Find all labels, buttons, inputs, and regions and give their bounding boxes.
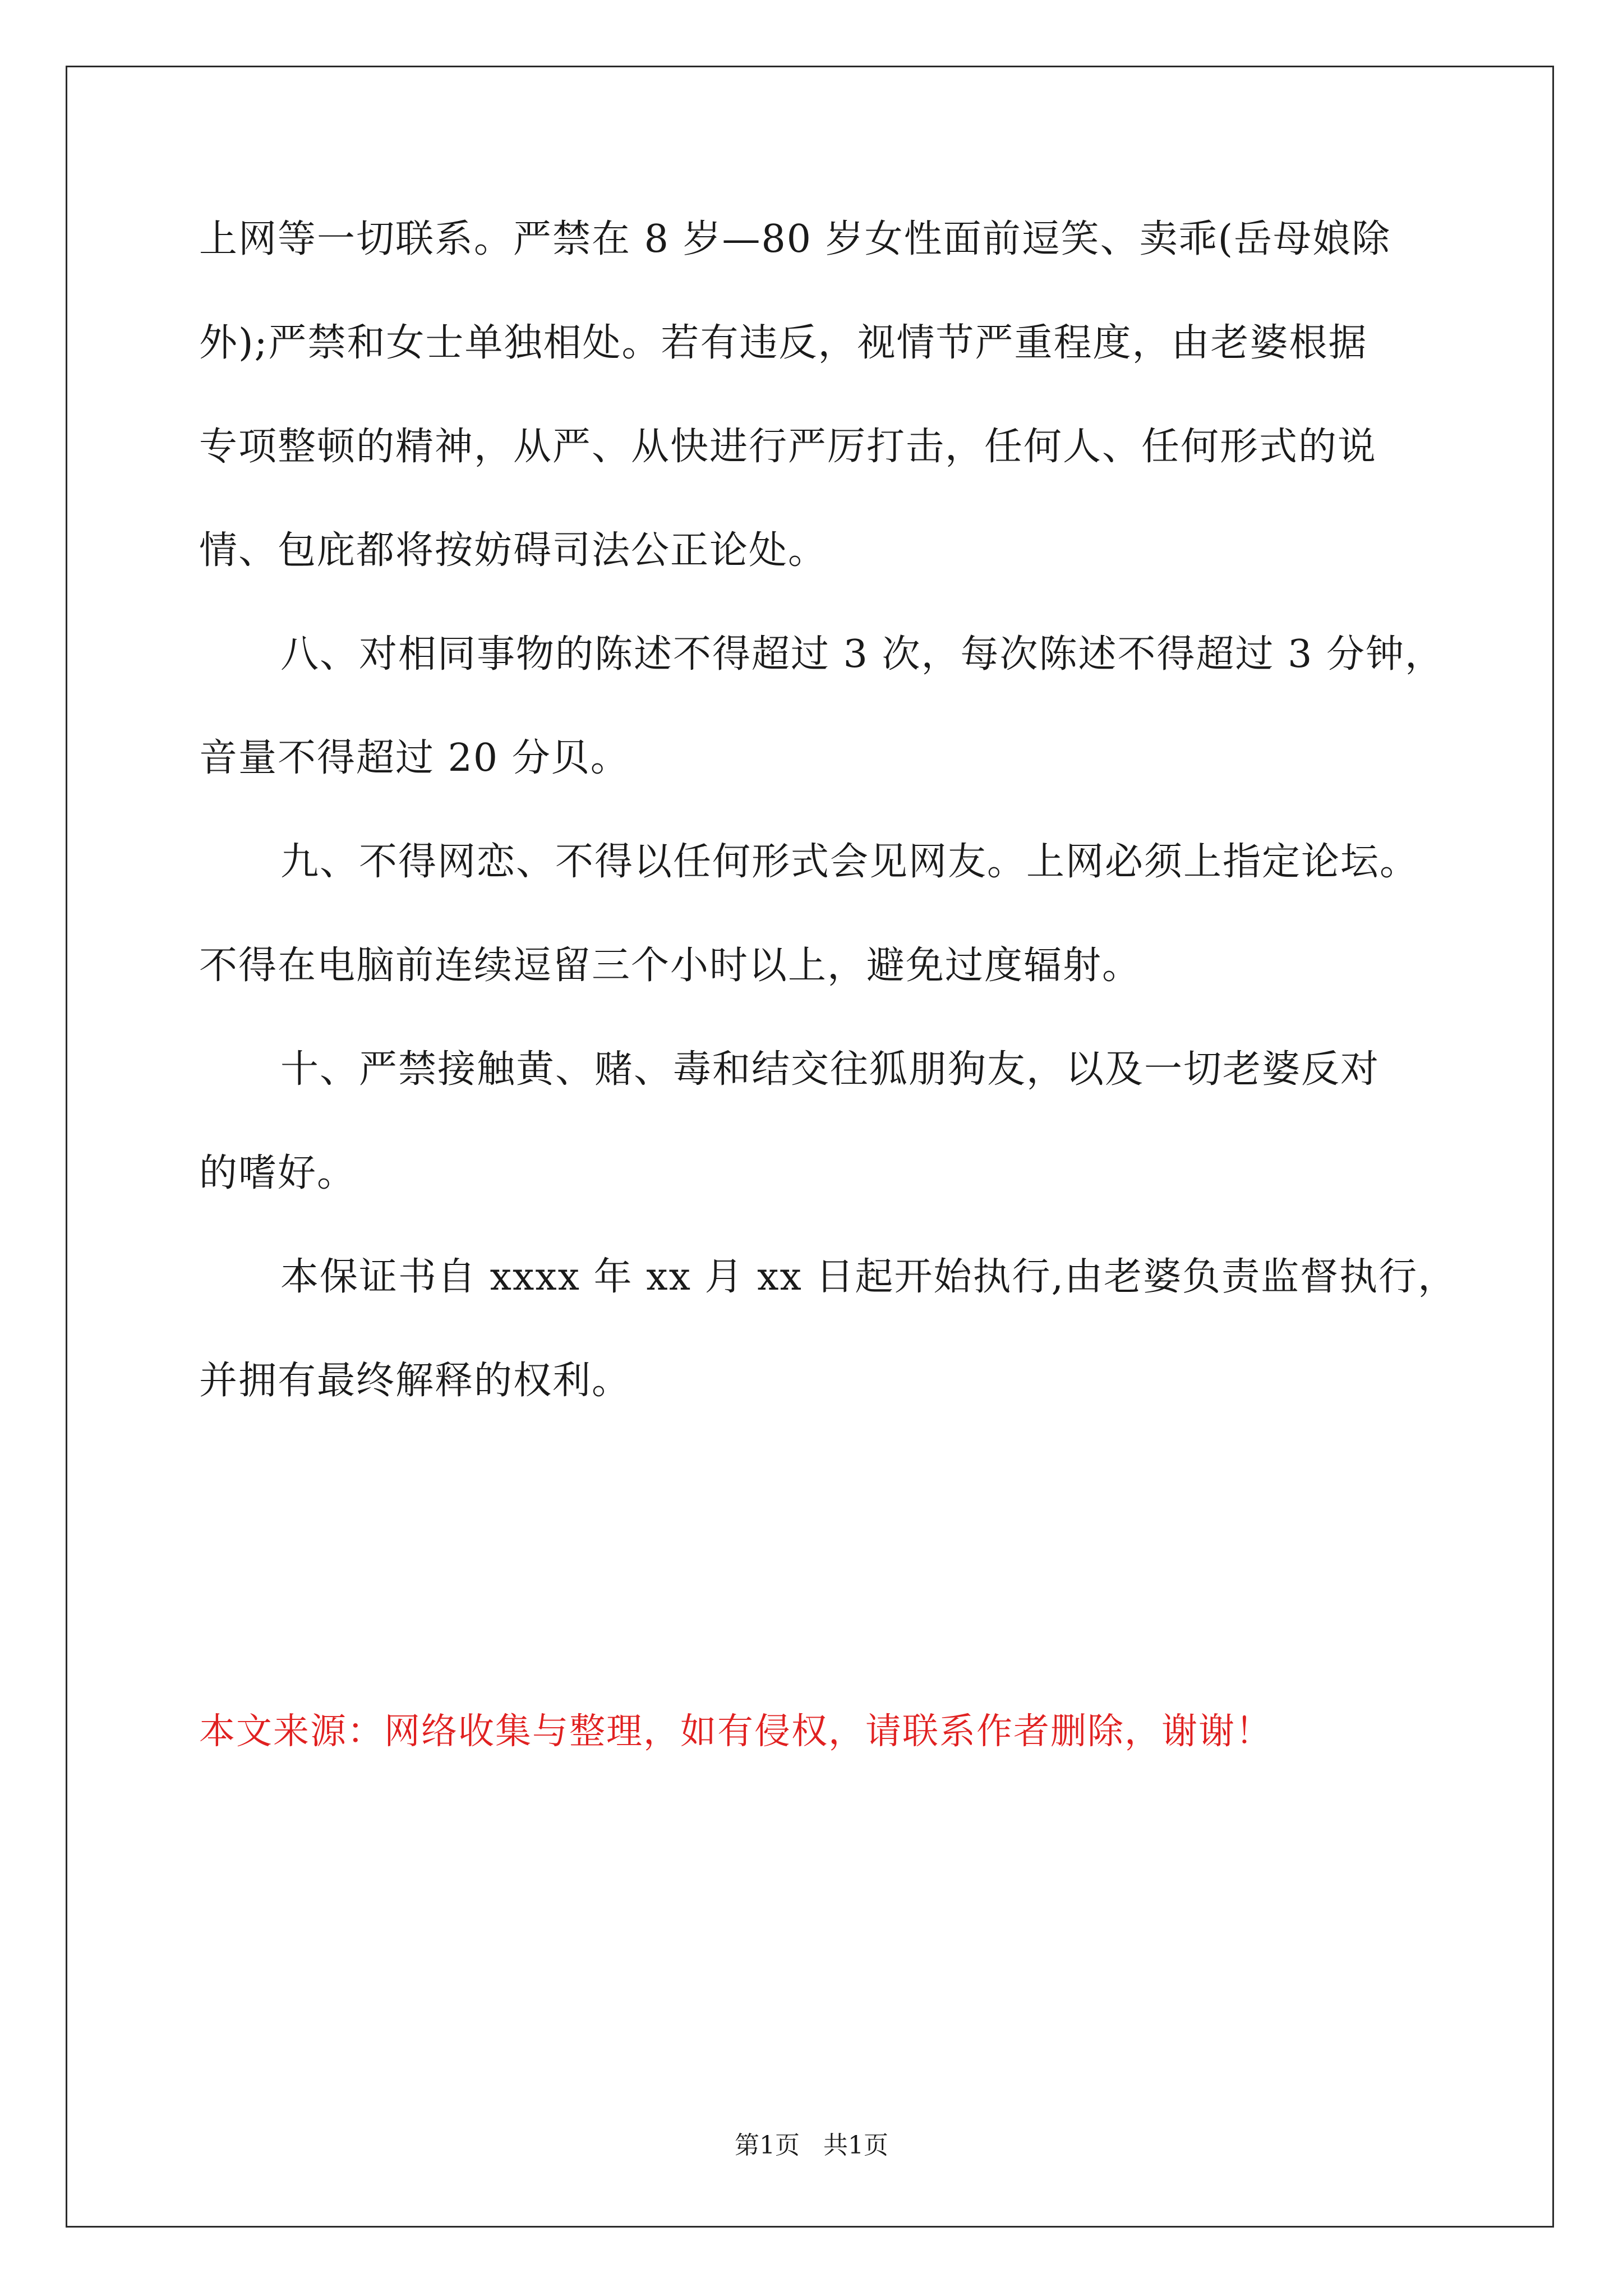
paragraph-start-line: 十、严禁接触黄、赌、毒和结交往狐朋狗友，以及一切老婆反对 bbox=[280, 1047, 1380, 1092]
paragraph-start-line: 本保证书自 xxxx 年 xx 月 xx 日起开始执行,由老婆负责监督执行， bbox=[280, 1255, 1458, 1299]
text-line: 外);严禁和女士单独相处。若有违反，视情节严重程度，由老婆根据 bbox=[199, 321, 1368, 365]
paragraph-start-line: 九、不得网恋、不得以任何形式会见网友。上网必须上指定论坛。 bbox=[280, 840, 1419, 884]
text-line: 不得在电脑前连续逗留三个小时以上，避免过度辐射。 bbox=[199, 944, 1142, 988]
text-line: 专项整顿的精神，从严、从快进行严厉打击，任何人、任何形式的说 bbox=[199, 425, 1377, 469]
page-footer: 第1页 共1页 bbox=[735, 2131, 888, 2160]
paragraph-start-line: 八、对相同事物的陈述不得超过 3 次，每次陈述不得超过 3 分钟， bbox=[280, 632, 1444, 677]
document-body bbox=[199, 213, 1458, 1458]
text-line: 的嗜好。 bbox=[199, 1151, 357, 1195]
text-line: 情、包庇都将按妨碍司法公正论处。 bbox=[199, 528, 828, 573]
source-disclaimer: 本文来源：网络收集与整理，如有侵权，请联系作者删除，谢谢！ bbox=[199, 1711, 1272, 1752]
text-line: 音量不得超过 20 分贝。 bbox=[199, 736, 630, 780]
text-line: 并拥有最终解释的权利。 bbox=[199, 1359, 631, 1403]
text-line: 上网等一切联系。严禁在 8 岁—80 岁女性面前逗笑、卖乖(岳母娘除 bbox=[199, 217, 1391, 261]
